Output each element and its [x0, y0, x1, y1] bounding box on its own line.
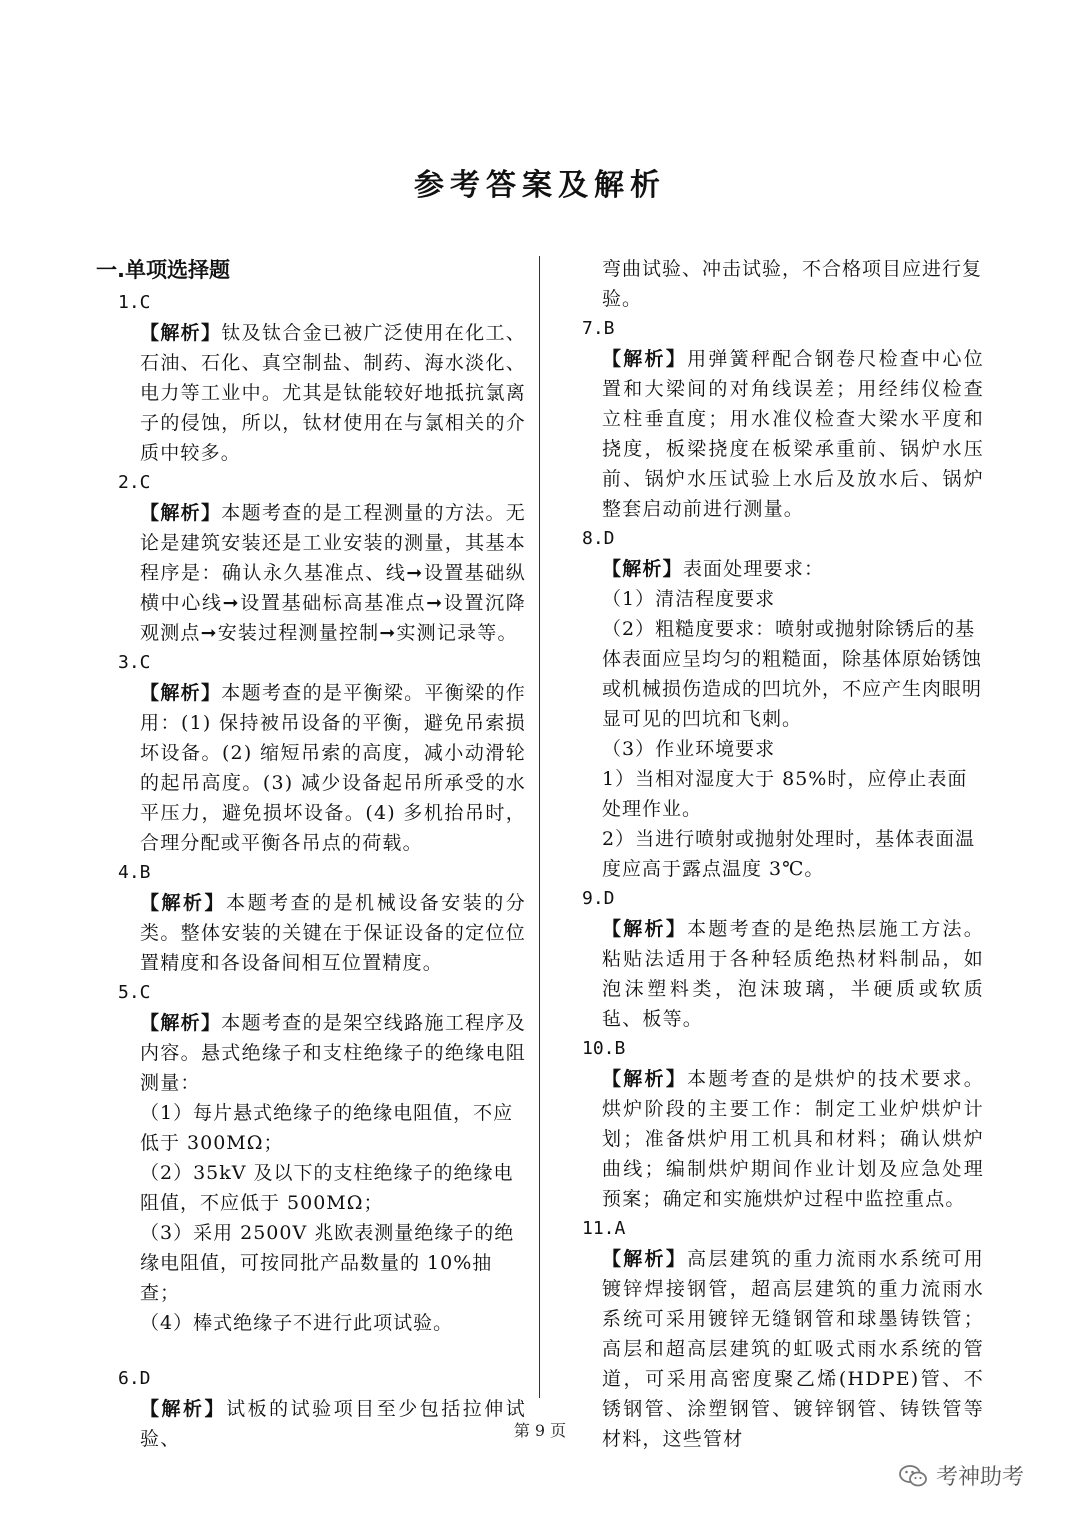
- answer-6-number: 6.D: [118, 1368, 151, 1389]
- answer-2-explanation: [96, 498, 526, 648]
- answer-5-item: （1）每片悬式绝缘子的绝缘电阻值，不应低于 300MΩ；: [140, 1102, 514, 1154]
- explanation-text: 高层建筑的重力流雨水系统可用镀锌焊接钢管，超高层建筑的重力流雨水系统可采用镀锌无缝钢管和球墨铸铁管；高层和超高层建筑的虹吸式雨水系统的管道，可采用高密度聚乙烯(HDPE)管、不锈钢管、涂塑钢管、镀锌钢管、铸铁管等材料，这些管材: [602, 1248, 984, 1450]
- explanation-tag: 【解析】: [602, 1248, 688, 1270]
- wechat-icon: [898, 1463, 928, 1489]
- answer-5-item: （3）采用 2500V 兆欧表测量绝缘子的绝缘电阻值，可按同批产品数量的 10%抽查；: [140, 1222, 515, 1304]
- explanation-text: 钛及钛合金已被广泛使用在化工、石油、石化、真空制盐、制药、海水淡化、电力等工业中。尤其是钛能较好地抵抗氯离子的侵蚀，所以，钛材使用在与氯相关的介质中较多。: [140, 322, 526, 464]
- explanation-tag: 【解析】: [140, 1012, 222, 1034]
- explanation-tag: 【解析】: [602, 918, 688, 940]
- explanation-tag: 【解析】: [602, 348, 688, 370]
- answer-7-explanation: [582, 344, 984, 524]
- answer-8-number: 8.D: [582, 528, 615, 549]
- spacer: [96, 1338, 526, 1364]
- explanation-text: 试板的试验项目至少包括拉伸试验、: [140, 1398, 526, 1450]
- answer-9-number: 9.D: [582, 888, 615, 909]
- answer-6-continuation: 弯曲试验、冲击试验，不合格项目应进行复验。: [602, 258, 983, 310]
- answer-7-number: 7.B: [582, 318, 615, 339]
- answer-8-item: 2）当进行喷射或抛射处理时，基体表面温度应高于露点温度 3℃。: [602, 828, 976, 880]
- left-column: [96, 252, 526, 1454]
- section-title: 一.单项选择题: [96, 258, 230, 282]
- answer-10-number: 10.B: [582, 1038, 626, 1059]
- explanation-text: 本题考查的是烘炉的技术要求。烘炉阶段的主要工作：制定工业炉烘炉计划；准备烘炉用工机具和材料；确认烘炉曲线；编制烘炉期间作业计划及应急处理预案；确定和实施烘炉过程中监控重点。: [602, 1068, 984, 1210]
- answer-11-number: 11.A: [582, 1218, 626, 1239]
- explanation-tag: 【解析】: [140, 892, 227, 914]
- answer-8-item: （2）粗糙度要求：喷射或抛射除锈后的基体表面应呈均匀的粗糙面，除基体原始锈蚀或机械损伤造成的凹坑外，不应产生肉眼明显可见的凹坑和飞刺。: [602, 618, 983, 730]
- explanation-text: 本题考查的是平衡梁。平衡梁的作用：(1) 保持被吊设备的平衡，避免吊索损坏设备。(2) 缩短吊索的高度，减小动滑轮的起吊高度。(3) 减少设备起吊所承受的水平压力，避免损坏设备。(4) 多机抬吊时，合理分配或平衡各吊点的荷载。: [140, 682, 526, 854]
- answer-8-item: （1）清洁程度要求: [602, 588, 776, 610]
- answer-5-explanation: [96, 1008, 526, 1098]
- explanation-text: 本题考查的是工程测量的方法。无论是建筑安装还是工业安装的测量，其基本程序是：确认永久基准点、线➞设置基础纵横中心线➞设置基础标高基准点➞设置沉降观测点➞安装过程测量控制➞实测记录等。: [140, 502, 526, 644]
- explanation-text: 本题考查的是架空线路施工程序及内容。悬式绝缘子和支柱绝缘子的绝缘电阻测量：: [140, 1012, 526, 1094]
- explanation-tag: 【解析】: [140, 502, 222, 524]
- explanation-tag: 【解析】: [140, 322, 222, 344]
- answer-9-explanation: [582, 914, 984, 1034]
- explanation-text: 用弹簧秤配合钢卷尺检查中心位置和大梁间的对角线误差；用经纬仪检查立柱垂直度；用水准仪检查大梁水平度和挠度，板梁挠度在板梁承重前、锅炉水压前、锅炉水压试验上水后及放水后、锅炉整套启动前进行测量。: [602, 348, 984, 520]
- answer-5-item: （2）35kV 及以下的支柱绝缘子的绝缘电阻值，不应低于 500MΩ；: [140, 1162, 514, 1214]
- explanation-text: 本题考查的是绝热层施工方法。粘贴法适用于各种轻质绝热材料制品，如泡沫塑料类，泡沫玻璃，半硬质或软质毡、板等。: [602, 918, 984, 1030]
- answer-4-explanation: [96, 888, 526, 978]
- answer-5-number: 5.C: [118, 982, 151, 1003]
- answer-8-item: 1）当相对湿度大于 85%时，应停止表面处理作业。: [602, 768, 968, 820]
- explanation-tag: 【解析】: [602, 1068, 688, 1090]
- watermark-text: 考神助考: [936, 1465, 1025, 1490]
- explanation-tag: 【解析】: [602, 558, 683, 580]
- answer-1-number: 1.C: [118, 292, 151, 313]
- answer-3-number: 3.C: [118, 652, 151, 673]
- answer-4-number: 4.B: [118, 862, 151, 883]
- answer-10-explanation: [582, 1064, 984, 1214]
- watermark: [898, 1460, 1024, 1491]
- answer-8-explanation: [582, 554, 984, 584]
- answer-2-number: 2.C: [118, 472, 151, 493]
- right-column: [582, 254, 984, 1454]
- explanation-tag: 【解析】: [140, 682, 222, 704]
- explanation-text: 本题考查的是机械设备安装的分类。整体安装的关键在于保证设备的定位位置精度和各设备间相互位置精度。: [140, 892, 526, 974]
- column-divider: [539, 256, 540, 1398]
- answer-8-item: （3）作业环境要求: [602, 738, 776, 760]
- explanation-text: 表面处理要求：: [682, 558, 825, 580]
- answer-1-explanation: [96, 318, 526, 468]
- answer-3-explanation: [96, 678, 526, 858]
- answer-5-item: （4）棒式绝缘子不进行此项试验。: [140, 1312, 454, 1334]
- page-number: 第 9 页: [513, 1421, 567, 1440]
- explanation-tag: 【解析】: [140, 1398, 227, 1420]
- page-title: 参考答案及解析: [414, 168, 666, 203]
